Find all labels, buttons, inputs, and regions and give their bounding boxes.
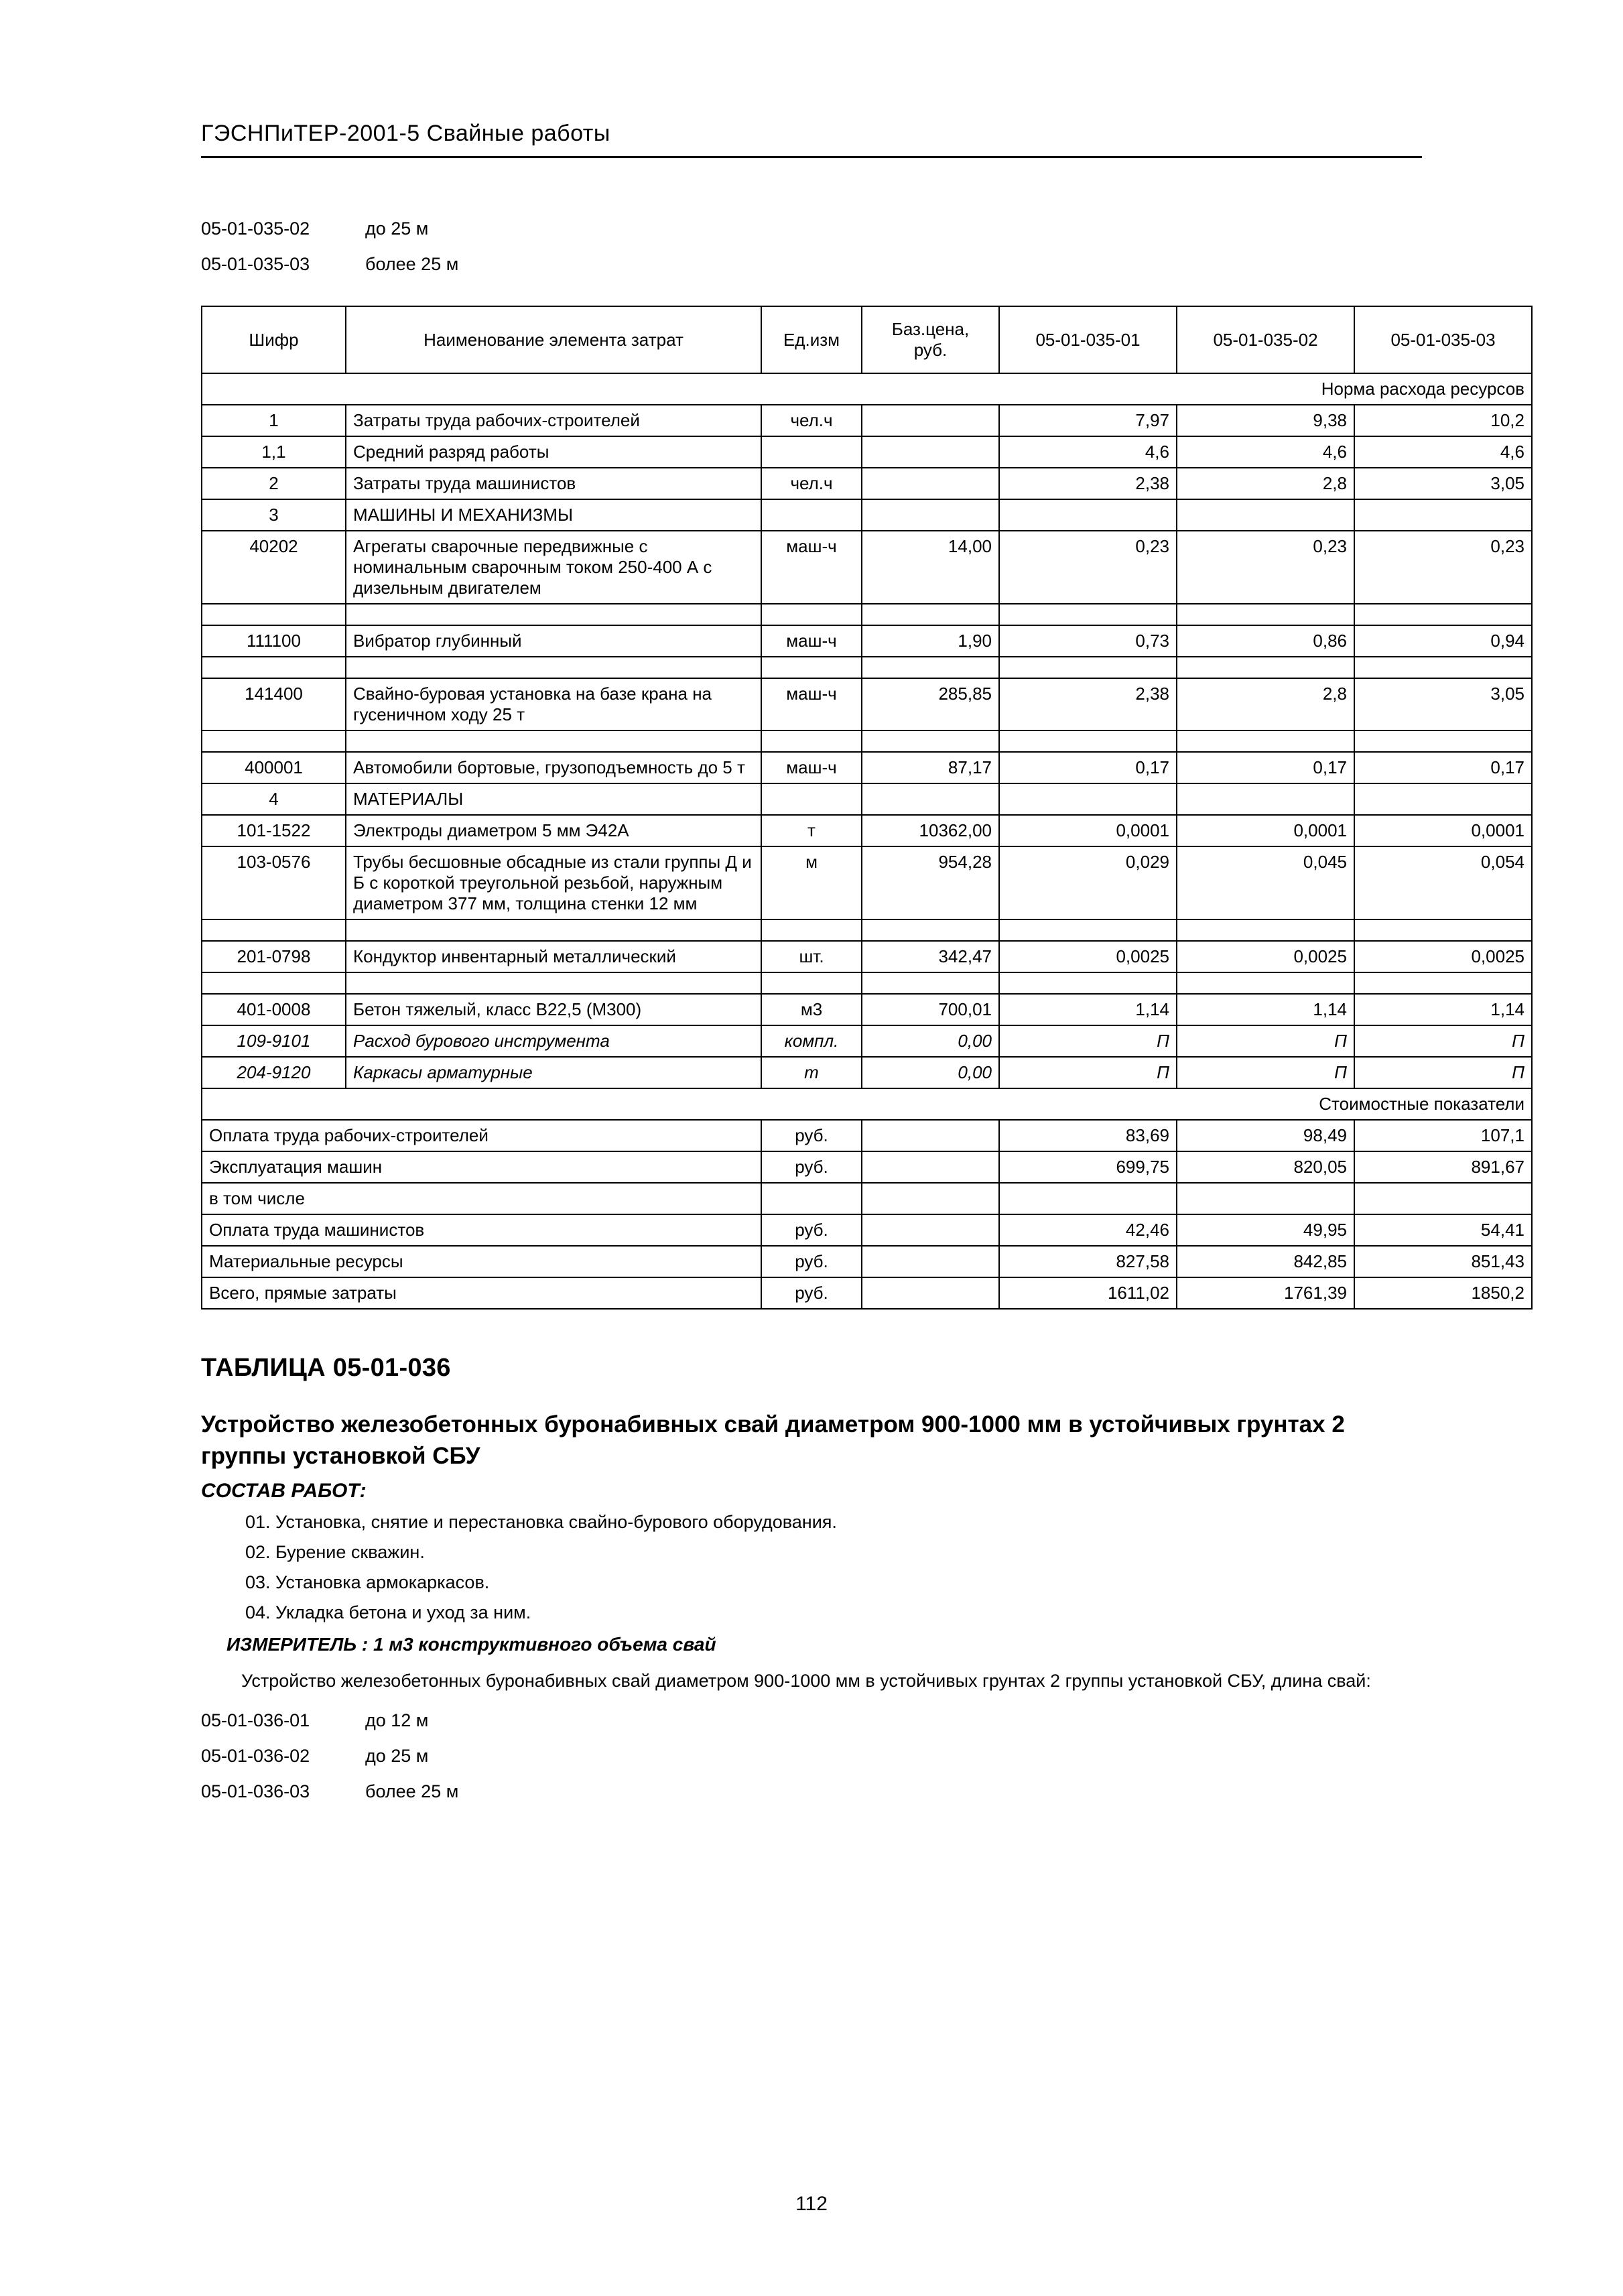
section-label-row-norms: [202, 373, 1532, 405]
cell-v2: 49,95: [1177, 1214, 1354, 1246]
spacer-row: [202, 730, 1532, 752]
cell-v1: 1,14: [999, 994, 1177, 1025]
cell-v2: 2,8: [1177, 678, 1354, 730]
cell-v2: 0,0025: [1177, 941, 1354, 972]
cell-cost-name: Оплата труда машинистов: [202, 1214, 761, 1246]
cell-v3: 54,41: [1354, 1214, 1532, 1246]
cell-unit: [761, 1183, 862, 1214]
cell-unit: м3: [761, 994, 862, 1025]
cell-v2: 2,8: [1177, 468, 1354, 499]
cell-v3: 3,05: [1354, 468, 1532, 499]
cell-price: [862, 1277, 999, 1309]
table-header-row: [202, 306, 1532, 373]
cell-price: 10362,00: [862, 815, 999, 846]
column-header-variant-1: 05-01-035-01: [999, 306, 1177, 373]
cell-unit: т: [761, 1057, 862, 1088]
table-row: [202, 625, 1532, 657]
cell-v1: 827,58: [999, 1246, 1177, 1277]
spacer-cell: [346, 604, 761, 625]
page-number: 112: [795, 2193, 828, 2215]
spacer-cell: [862, 972, 999, 994]
spacer-cell: [761, 604, 862, 625]
spacer-cell: [202, 919, 346, 941]
spacer-cell: [202, 972, 346, 994]
cell-v2: 1761,39: [1177, 1277, 1354, 1309]
price-line-2: руб.: [913, 340, 948, 361]
cell-unit: маш-ч: [761, 625, 862, 657]
cell-v3: [1354, 499, 1532, 531]
table-row: [202, 815, 1532, 846]
cell-unit: [761, 783, 862, 815]
cell-v2: 0,045: [1177, 846, 1354, 919]
cell-name: Вибратор глубинный: [346, 625, 761, 657]
table-row: [202, 531, 1532, 604]
table-row: [202, 752, 1532, 783]
spacer-row: [202, 657, 1532, 678]
code-description: более 25 м: [365, 254, 459, 274]
cell-v3: 0,054: [1354, 846, 1532, 919]
sostav-label: СОСТАВ РАБОТ:: [201, 1479, 367, 1502]
spacer-cell: [862, 730, 999, 752]
cell-v3: 0,17: [1354, 752, 1532, 783]
cell-v3: 891,67: [1354, 1151, 1532, 1183]
cell-v3: 10,2: [1354, 405, 1532, 436]
cell-unit: [761, 436, 862, 468]
cell-v3: 0,0025: [1354, 941, 1532, 972]
cell-name: Трубы бесшовные обсадные из стали группы Д и Б с короткой треугольной резьбой, наружным диаметром 377 мм, толщина стенки 12 мм: [346, 846, 761, 919]
table-row: [202, 468, 1532, 499]
cell-price: 14,00: [862, 531, 999, 604]
cell-v1: [999, 1183, 1177, 1214]
cell-cost-name: Материальные ресурсы: [202, 1246, 761, 1277]
cell-v3: [1354, 783, 1532, 815]
list-item: [201, 1710, 1422, 1731]
cell-price: [862, 1214, 999, 1246]
cell-unit: чел.ч: [761, 405, 862, 436]
cell-price: [862, 468, 999, 499]
cell-unit: руб.: [761, 1120, 862, 1151]
work-steps-list: [201, 1512, 1422, 1623]
cell-price: 0,00: [862, 1057, 999, 1088]
spacer-cell: [1177, 657, 1354, 678]
cell-v1: 4,6: [999, 436, 1177, 468]
work-title: Устройство железобетонных буронабивных свай диаметром 900-1000 мм в устойчивых грунтах 2 группы установкой СБУ: [201, 1411, 1345, 1469]
izmeritel-label: ИЗМЕРИТЕЛЬ : 1 м3 конструктивного объема свай: [226, 1633, 716, 1655]
cell-v2: 0,23: [1177, 531, 1354, 604]
cell-unit: маш-ч: [761, 752, 862, 783]
table-row: [202, 1277, 1532, 1309]
cell-name: Расход бурового инструмента: [346, 1025, 761, 1057]
column-header-unit: Ед.изм: [761, 306, 862, 373]
section-label-norms: Норма расхода ресурсов: [202, 373, 1532, 405]
section-label-row-costs: [202, 1088, 1532, 1120]
bottom-code-list: [201, 1710, 1422, 1802]
cell-unit: м: [761, 846, 862, 919]
cell-unit: руб.: [761, 1246, 862, 1277]
cell-v3: 107,1: [1354, 1120, 1532, 1151]
cell-price: [862, 436, 999, 468]
spacer-cell: [1177, 730, 1354, 752]
cell-v1: 0,73: [999, 625, 1177, 657]
code-value: 05-01-036-02: [201, 1746, 310, 1767]
cell-shifr: 401-0008: [202, 994, 346, 1025]
cell-name: МАШИНЫ И МЕХАНИЗМЫ: [346, 499, 761, 531]
cell-shifr: 204-9120: [202, 1057, 346, 1088]
code-value: 05-01-035-02: [201, 218, 310, 239]
cell-v3: 1850,2: [1354, 1277, 1532, 1309]
code-description: до 12 м: [365, 1710, 429, 1731]
cell-v1: 0,0001: [999, 815, 1177, 846]
cell-v2: 0,86: [1177, 625, 1354, 657]
cell-unit: шт.: [761, 941, 862, 972]
cell-name: Затраты труда машинистов: [346, 468, 761, 499]
spacer-cell: [1354, 657, 1532, 678]
list-item: 02. Бурение скважин.: [245, 1541, 425, 1562]
spacer-cell: [862, 657, 999, 678]
cell-unit: [761, 499, 862, 531]
cell-shifr: 400001: [202, 752, 346, 783]
code-description: более 25 м: [365, 1781, 459, 1802]
cell-unit: руб.: [761, 1277, 862, 1309]
table-row: [202, 1151, 1532, 1183]
cell-v3: П: [1354, 1025, 1532, 1057]
cell-v2: 9,38: [1177, 405, 1354, 436]
column-header-variant-3: 05-01-035-03: [1354, 306, 1532, 373]
cell-name: Кондуктор инвентарный металлический: [346, 941, 761, 972]
table-row: [202, 405, 1532, 436]
table-row: [202, 1214, 1532, 1246]
spacer-cell: [1354, 919, 1532, 941]
cell-v3: 1,14: [1354, 994, 1532, 1025]
code-description: до 25 м: [365, 1746, 429, 1767]
table-row: [202, 499, 1532, 531]
table-row: [202, 846, 1532, 919]
spacer-cell: [761, 972, 862, 994]
spacer-cell: [1354, 972, 1532, 994]
spacer-cell: [999, 657, 1177, 678]
column-header-shifr: Шифр: [202, 306, 346, 373]
spacer-cell: [1177, 604, 1354, 625]
top-code-list: [201, 218, 1422, 275]
cell-cost-name: Эксплуатация машин: [202, 1151, 761, 1183]
cell-v1: [999, 499, 1177, 531]
cell-shifr: 141400: [202, 678, 346, 730]
cell-v1: 7,97: [999, 405, 1177, 436]
code-description: до 25 м: [365, 218, 429, 239]
cell-unit: маш-ч: [761, 678, 862, 730]
cell-v2: [1177, 783, 1354, 815]
table-row: [202, 994, 1532, 1025]
cell-v3: [1354, 1183, 1532, 1214]
cell-v1: [999, 783, 1177, 815]
spacer-cell: [1354, 730, 1532, 752]
spacer-cell: [862, 604, 999, 625]
cell-shifr: 111100: [202, 625, 346, 657]
list-item: 04. Укладка бетона и уход за ним.: [245, 1602, 531, 1622]
spacer-cell: [1354, 604, 1532, 625]
spacer-cell: [999, 604, 1177, 625]
column-header-name: Наименование элемента затрат: [346, 306, 761, 373]
list-item: 03. Установка армокаркасов.: [245, 1572, 490, 1592]
cell-v2: П: [1177, 1057, 1354, 1088]
cell-cost-name: Оплата труда рабочих-строителей: [202, 1120, 761, 1151]
spacer-cell: [1177, 919, 1354, 941]
spacer-cell: [761, 730, 862, 752]
work-description-paragraph: Устройство железобетонных буронабивных свай диаметром 900-1000 мм в устойчивых грунтах 2 группы установкой СБУ, длина свай:: [241, 1670, 1371, 1691]
cell-shifr: 4: [202, 783, 346, 815]
cell-name: Бетон тяжелый, класс В22,5 (М300): [346, 994, 761, 1025]
cell-shifr: 103-0576: [202, 846, 346, 919]
cell-shifr: 3: [202, 499, 346, 531]
price-line-1: Баз.цена,: [891, 319, 970, 339]
page-header: ГЭСНПиТЕР-2001-5 Свайные работы: [201, 121, 1422, 158]
cell-shifr: 109-9101: [202, 1025, 346, 1057]
cell-v2: 4,6: [1177, 436, 1354, 468]
cell-price: 700,01: [862, 994, 999, 1025]
spacer-cell: [202, 657, 346, 678]
cell-v2: 98,49: [1177, 1120, 1354, 1151]
column-header-variant-2: 05-01-035-02: [1177, 306, 1354, 373]
spacer-cell: [346, 657, 761, 678]
cell-shifr: 1,1: [202, 436, 346, 468]
cell-price: 1,90: [862, 625, 999, 657]
code-value: 05-01-036-03: [201, 1781, 310, 1802]
cell-v3: 0,94: [1354, 625, 1532, 657]
cell-name: МАТЕРИАЛЫ: [346, 783, 761, 815]
spacer-cell: [999, 730, 1177, 752]
resource-norms-table: [201, 306, 1533, 1310]
cell-v3: 0,0001: [1354, 815, 1532, 846]
cell-v3: 0,23: [1354, 531, 1532, 604]
cell-price: [862, 783, 999, 815]
cell-unit: компл.: [761, 1025, 862, 1057]
table-row: [202, 1025, 1532, 1057]
table-row: [202, 678, 1532, 730]
spacer-cell: [761, 919, 862, 941]
table-row: [202, 1057, 1532, 1088]
cell-v1: 83,69: [999, 1120, 1177, 1151]
cell-v1: 0,029: [999, 846, 1177, 919]
cell-v2: 842,85: [1177, 1246, 1354, 1277]
cell-v2: 0,0001: [1177, 815, 1354, 846]
cell-v2: П: [1177, 1025, 1354, 1057]
spacer-cell: [1177, 972, 1354, 994]
cell-name: Электроды диаметром 5 мм Э42А: [346, 815, 761, 846]
cell-v1: 0,23: [999, 531, 1177, 604]
table-row: [202, 1183, 1532, 1214]
cell-price: [862, 405, 999, 436]
table-row: [202, 1246, 1532, 1277]
cell-shifr: 40202: [202, 531, 346, 604]
cell-v3: П: [1354, 1057, 1532, 1088]
cell-price: 954,28: [862, 846, 999, 919]
list-item: [201, 254, 1422, 275]
cell-name: Каркасы арматурные: [346, 1057, 761, 1088]
cell-shifr: 201-0798: [202, 941, 346, 972]
cell-name: Автомобили бортовые, грузоподъемность до 5 т: [346, 752, 761, 783]
list-item: [201, 218, 1422, 239]
cell-v1: 0,17: [999, 752, 1177, 783]
cell-v1: П: [999, 1057, 1177, 1088]
cell-unit: маш-ч: [761, 531, 862, 604]
cell-v3: 4,6: [1354, 436, 1532, 468]
spacer-cell: [346, 919, 761, 941]
table-row: [202, 941, 1532, 972]
cell-v1: П: [999, 1025, 1177, 1057]
spacer-cell: [346, 972, 761, 994]
spacer-cell: [999, 919, 1177, 941]
spacer-row: [202, 919, 1532, 941]
cell-name: Свайно-буровая установка на базе крана на гусеничном ходу 25 т: [346, 678, 761, 730]
cell-price: [862, 499, 999, 531]
table-row: [202, 783, 1532, 815]
code-value: 05-01-036-01: [201, 1710, 310, 1731]
cell-price: 285,85: [862, 678, 999, 730]
spacer-cell: [346, 730, 761, 752]
spacer-cell: [761, 657, 862, 678]
column-header-price: [862, 306, 999, 373]
cell-v2: [1177, 1183, 1354, 1214]
list-item: [201, 1746, 1422, 1767]
cell-v1: 2,38: [999, 678, 1177, 730]
cell-v1: 1611,02: [999, 1277, 1177, 1309]
cell-v3: 851,43: [1354, 1246, 1532, 1277]
spacer-cell: [202, 604, 346, 625]
cell-unit: руб.: [761, 1214, 862, 1246]
cell-v1: 42,46: [999, 1214, 1177, 1246]
cell-price: [862, 1183, 999, 1214]
cell-price: 87,17: [862, 752, 999, 783]
cell-shifr: 1: [202, 405, 346, 436]
cell-v2: 1,14: [1177, 994, 1354, 1025]
cell-price: 342,47: [862, 941, 999, 972]
cell-v1: 699,75: [999, 1151, 1177, 1183]
cell-name: Средний разряд работы: [346, 436, 761, 468]
spacer-cell: [862, 919, 999, 941]
cell-price: 0,00: [862, 1025, 999, 1057]
spacer-row: [202, 604, 1532, 625]
cell-name: Затраты труда рабочих-строителей: [346, 405, 761, 436]
cell-price: [862, 1246, 999, 1277]
cell-unit: т: [761, 815, 862, 846]
cell-cost-name: в том числе: [202, 1183, 761, 1214]
spacer-cell: [202, 730, 346, 752]
cell-price: [862, 1120, 999, 1151]
cell-shifr: 2: [202, 468, 346, 499]
page-title: ТАБЛИЦА 05-01-036: [201, 1354, 451, 1383]
cell-v3: 3,05: [1354, 678, 1532, 730]
spacer-cell: [999, 972, 1177, 994]
table-row: [202, 436, 1532, 468]
list-item: [201, 1781, 1422, 1802]
code-value: 05-01-035-03: [201, 254, 310, 274]
cell-unit: руб.: [761, 1151, 862, 1183]
cell-v1: 0,0025: [999, 941, 1177, 972]
cell-v2: [1177, 499, 1354, 531]
spacer-row: [202, 972, 1532, 994]
cell-shifr: 101-1522: [202, 815, 346, 846]
cell-v1: 2,38: [999, 468, 1177, 499]
cell-price: [862, 1151, 999, 1183]
cell-v2: 0,17: [1177, 752, 1354, 783]
list-item: 01. Установка, снятие и перестановка свайно-бурового оборудования.: [245, 1511, 837, 1532]
cell-v2: 820,05: [1177, 1151, 1354, 1183]
cell-cost-name: Всего, прямые затраты: [202, 1277, 761, 1309]
table-row: [202, 1120, 1532, 1151]
cell-name: Агрегаты сварочные передвижные с номинальным сварочным током 250-400 А с дизельным двигателем: [346, 531, 761, 604]
cell-unit: чел.ч: [761, 468, 862, 499]
section-label-costs: Стоимостные показатели: [202, 1088, 1532, 1120]
